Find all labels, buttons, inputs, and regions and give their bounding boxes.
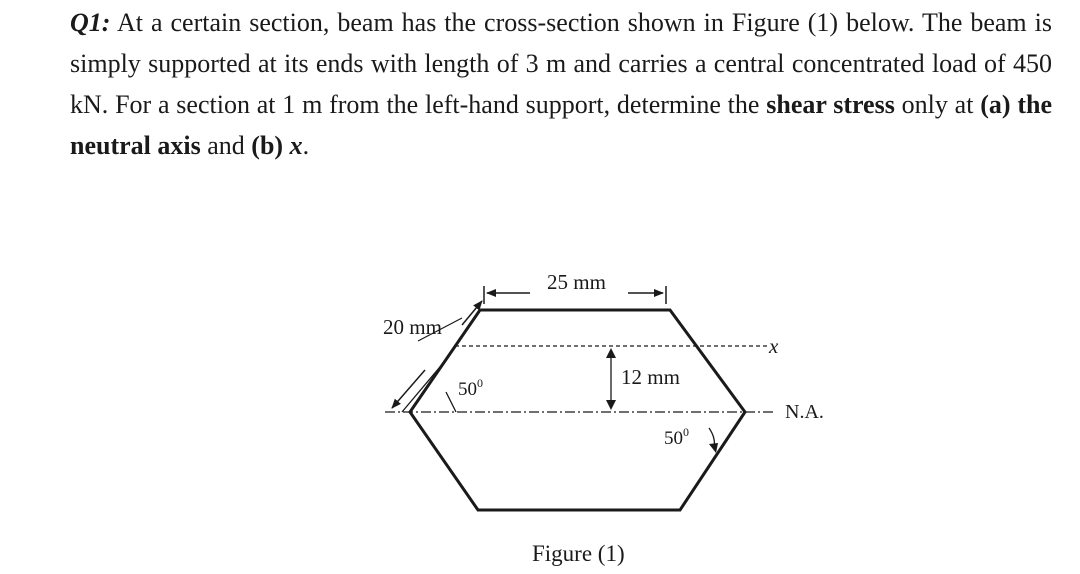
question-body-3: and: [200, 131, 252, 160]
variable-x: x: [289, 131, 303, 160]
depth-arrow-up: [606, 348, 616, 358]
side-dim-arrow-bottom: [392, 370, 425, 408]
right-angle-arrow: [709, 443, 718, 453]
question-body-2: only at: [894, 90, 981, 119]
hexagon-outline: [410, 310, 745, 510]
left-angle-arc: [446, 392, 456, 412]
right-angle-label: $50^0$: [664, 425, 689, 449]
left-angle-label: $50^0$: [458, 376, 483, 400]
bold-part-a: (a) the neutral axis: [70, 90, 1052, 160]
bold-shear-stress: shear stress: [766, 90, 895, 119]
depth-arrow-down: [606, 400, 616, 410]
figure-caption: Figure (1): [532, 541, 625, 566]
side-dim-line: [402, 355, 450, 412]
x-level-label: x: [769, 334, 779, 358]
bold-part-b: (b): [251, 131, 284, 160]
top-width-label: 25 mm: [547, 270, 606, 294]
question-end: .: [302, 131, 310, 160]
question-label: Q1:: [70, 8, 111, 37]
question-body-1: At a certain section, beam has the cross-section shown in Figure (1) below. The beam is simply supported at its ends with length of 3 m and carries a central concentrated load of 450 kN. For a section at 1 m from the left-hand support, determine the: [70, 8, 1052, 119]
side-length-label: 20 mm: [383, 315, 442, 339]
depth-label: 12 mm: [621, 365, 680, 389]
neutral-axis-label: N.A.: [785, 401, 824, 423]
